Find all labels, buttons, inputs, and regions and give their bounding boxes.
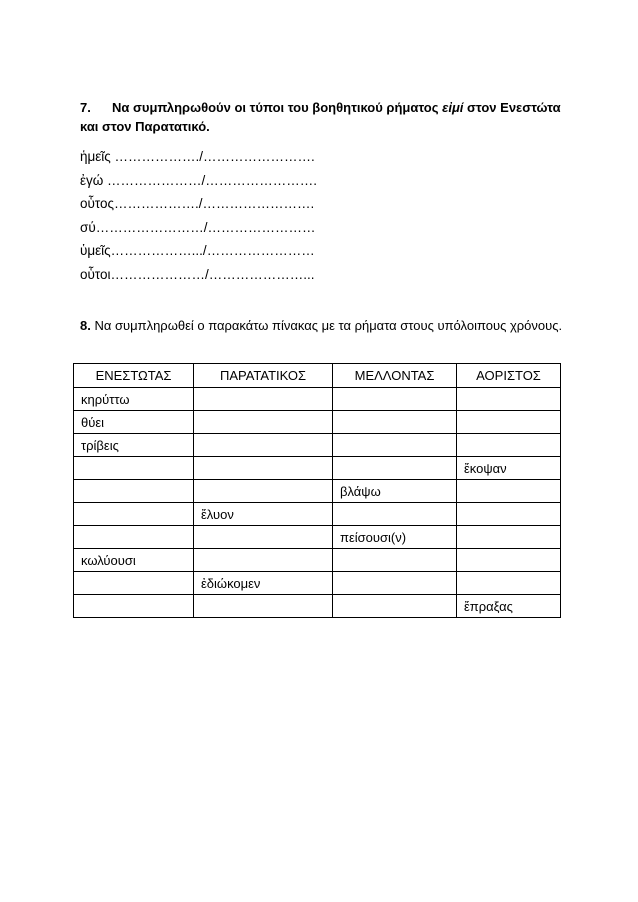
exercise-7-text-after: στον Ενεστώτα και στον Παρατατικό. <box>80 100 561 134</box>
exercise-7-number: 7. <box>80 100 91 115</box>
table-row <box>74 388 561 411</box>
table-cell[interactable] <box>74 526 194 549</box>
table-cell[interactable]: θύει <box>74 411 194 434</box>
table-cell[interactable] <box>74 480 194 503</box>
header-imperfect: ΠΑΡΑΤΑΤΙΚΟΣ <box>194 364 333 388</box>
table-cell[interactable] <box>457 549 561 572</box>
table-row <box>74 572 561 595</box>
exercise-8-number: 8. <box>80 318 91 333</box>
table-cell[interactable] <box>333 388 457 411</box>
table-cell[interactable] <box>194 526 333 549</box>
table-header-row <box>74 364 561 388</box>
exercise-7-text-before: Να συμπληρωθούν οι τύποι του βοηθητικού ρήματος <box>112 100 443 115</box>
table-cell[interactable]: πείσουσι(ν) <box>333 526 457 549</box>
table-cell[interactable] <box>74 503 194 526</box>
exercise-8-heading <box>80 318 562 333</box>
table-cell[interactable] <box>333 595 457 618</box>
table-cell[interactable] <box>457 503 561 526</box>
table-cell[interactable] <box>194 388 333 411</box>
table-cell[interactable]: τρίβεις <box>74 434 194 457</box>
table-cell[interactable] <box>457 388 561 411</box>
header-present: ΕΝΕΣΤΩΤΑΣ <box>74 364 194 388</box>
table-row <box>74 595 561 618</box>
table-row <box>74 434 561 457</box>
table-row <box>74 480 561 503</box>
table-cell[interactable] <box>457 526 561 549</box>
table-cell[interactable] <box>333 411 457 434</box>
table-cell[interactable] <box>194 549 333 572</box>
table-cell[interactable] <box>194 411 333 434</box>
table-cell[interactable] <box>74 572 194 595</box>
exercise-7-lines <box>80 147 317 289</box>
table-cell[interactable]: ἐδιώκομεν <box>194 572 333 595</box>
table-cell[interactable]: ἔκοψαν <box>457 457 561 480</box>
fill-in-line[interactable]: οὗτος………………./……………………. <box>80 196 315 212</box>
fill-in-line[interactable]: ὑμεῖς……………….../…………………… <box>80 243 315 259</box>
table-cell[interactable] <box>194 595 333 618</box>
table-cell[interactable] <box>74 595 194 618</box>
table-cell[interactable] <box>333 457 457 480</box>
table-cell[interactable] <box>457 411 561 434</box>
table-cell[interactable] <box>333 572 457 595</box>
table-cell[interactable]: κηρύττω <box>74 388 194 411</box>
table-row <box>74 411 561 434</box>
table-cell[interactable] <box>333 503 457 526</box>
table-row <box>74 457 561 480</box>
exercise-7-verb: εἰμί <box>442 100 464 115</box>
header-aorist: ΑΟΡΙΣΤΟΣ <box>457 364 561 388</box>
header-future: ΜΕΛΛΟΝΤΑΣ <box>333 364 457 388</box>
table-cell[interactable]: ἔπραξας <box>457 595 561 618</box>
table-cell[interactable] <box>457 434 561 457</box>
table-cell[interactable] <box>194 457 333 480</box>
table-cell[interactable]: ἔλυον <box>194 503 333 526</box>
table-cell[interactable] <box>194 434 333 457</box>
table-cell[interactable] <box>74 457 194 480</box>
exercise-7-heading <box>80 98 570 136</box>
table-cell[interactable] <box>457 572 561 595</box>
exercise-8-text: Να συμπληρωθεί ο παρακάτω πίνακας με τα ρήματα στους υπόλοιπους χρόνους. <box>90 318 563 333</box>
table-cell[interactable] <box>457 480 561 503</box>
table-cell[interactable] <box>194 480 333 503</box>
fill-in-line[interactable]: σύ……………………/…………………… <box>80 219 316 235</box>
fill-in-line[interactable]: οὗτοι…………………/…………………... <box>80 266 315 282</box>
table-cell[interactable]: βλάψω <box>333 480 457 503</box>
fill-in-line[interactable]: ἐγώ …………………/……………………. <box>80 172 318 188</box>
table-cell[interactable] <box>333 434 457 457</box>
table-row <box>74 503 561 526</box>
table-row <box>74 526 561 549</box>
table-cell[interactable]: κωλύουσι <box>74 549 194 572</box>
table-row <box>74 549 561 572</box>
fill-in-line[interactable]: ἡμεῖς ………………./……………………. <box>80 149 315 164</box>
verb-tenses-table <box>73 363 561 618</box>
table-cell[interactable] <box>333 549 457 572</box>
